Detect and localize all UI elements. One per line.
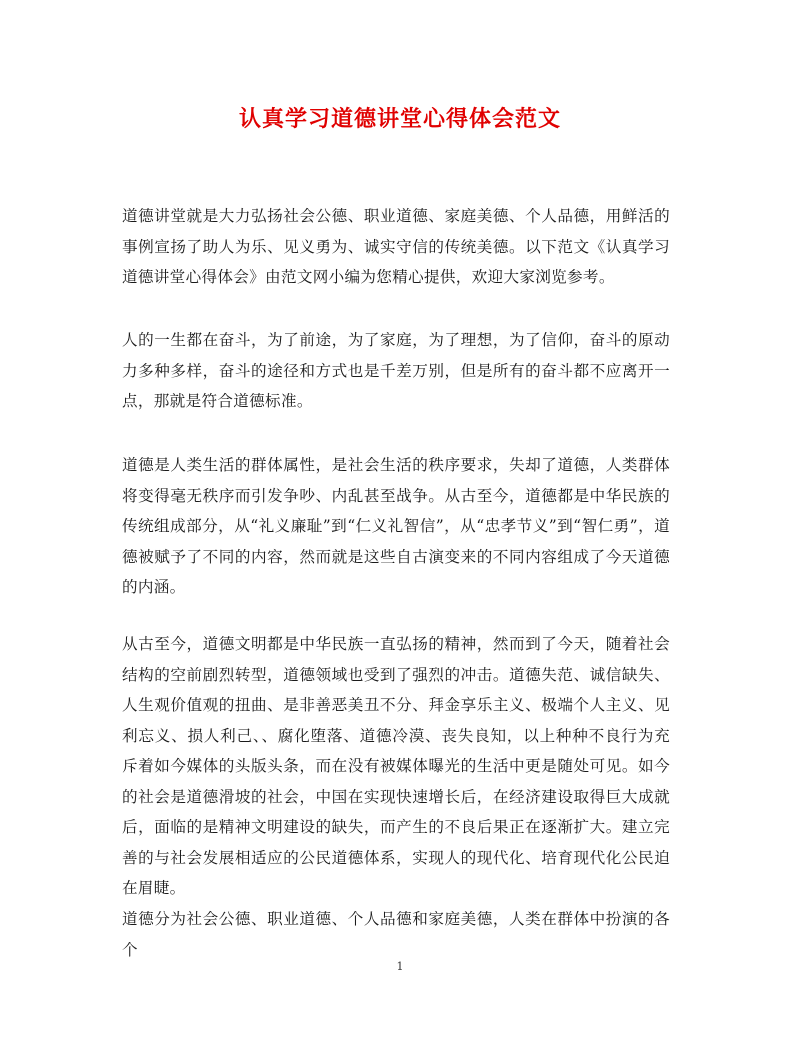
paragraph-5: 道德分为社会公德、职业道德、个人品德和家庭美德，人类在群体中扮演的各个 <box>122 910 670 959</box>
paragraph-2: 人的一生都在奋斗，为了前途，为了家庭，为了理想，为了信仰，奋斗的原动力多种多样，奋斗的途径和方式也是千差万别，但是所有的奋斗都不应离开一点，那就是符合道德标准。 <box>122 331 670 410</box>
paragraph-1: 道德讲堂就是大力弘扬社会公德、职业道德、家庭美德、个人品德，用鲜活的事例宣扬了助人为乐、见义勇为、诚实守信的传统美德。以下范文《认真学习道德讲堂心得体会》由范文网小编为您精心提供，欢迎大家浏览参考。 <box>122 207 670 286</box>
page-number: 1 <box>396 960 404 973</box>
paragraph-4: 从古至今，道德文明都是中华民族一直弘扬的精神，然而到了今天，随着社会结构的空前剧烈转型，道德领域也受到了强烈的冲击。道德失范、诚信缺失、人生观价值观的扭曲、是非善恶美丑不分、拜金享乐主义、极端个人主义、见利忘义、损人利己、、腐化堕落、道德冷漠、丧失良知，以上种种不良行为充斥着如今媒体的头版头条，而在没有被媒体曝光的生活中更是随处可见。如今的社会是道德滑坡的社会，中国在实现快速增长后，在经济建设取得巨大成就后，面临的是精神文明建设的缺失，而产生的不良后果正在逐渐扩大。建立完善的与社会发展相适应的公民道德体系，实现人的现代化、培育现代化公民迫在眉睫。 <box>122 635 670 897</box>
document-title: 认真学习道德讲堂心得体会范文 <box>238 106 561 132</box>
paragraph-3: 道德是人类生活的群体属性，是社会生活的秩序要求，失却了道德，人类群体将变得毫无秩序而引发争吵、内乱甚至战争。从古至今，道德都是中华民族的传统组成部分，从“礼义廉耻”到“仁义礼智信”，从“忠孝节义”到“智仁勇”，道德被赋予了不同的内容，然而就是这些自古演变来的不同内容组成了今天道德的内涵。 <box>122 456 670 596</box>
